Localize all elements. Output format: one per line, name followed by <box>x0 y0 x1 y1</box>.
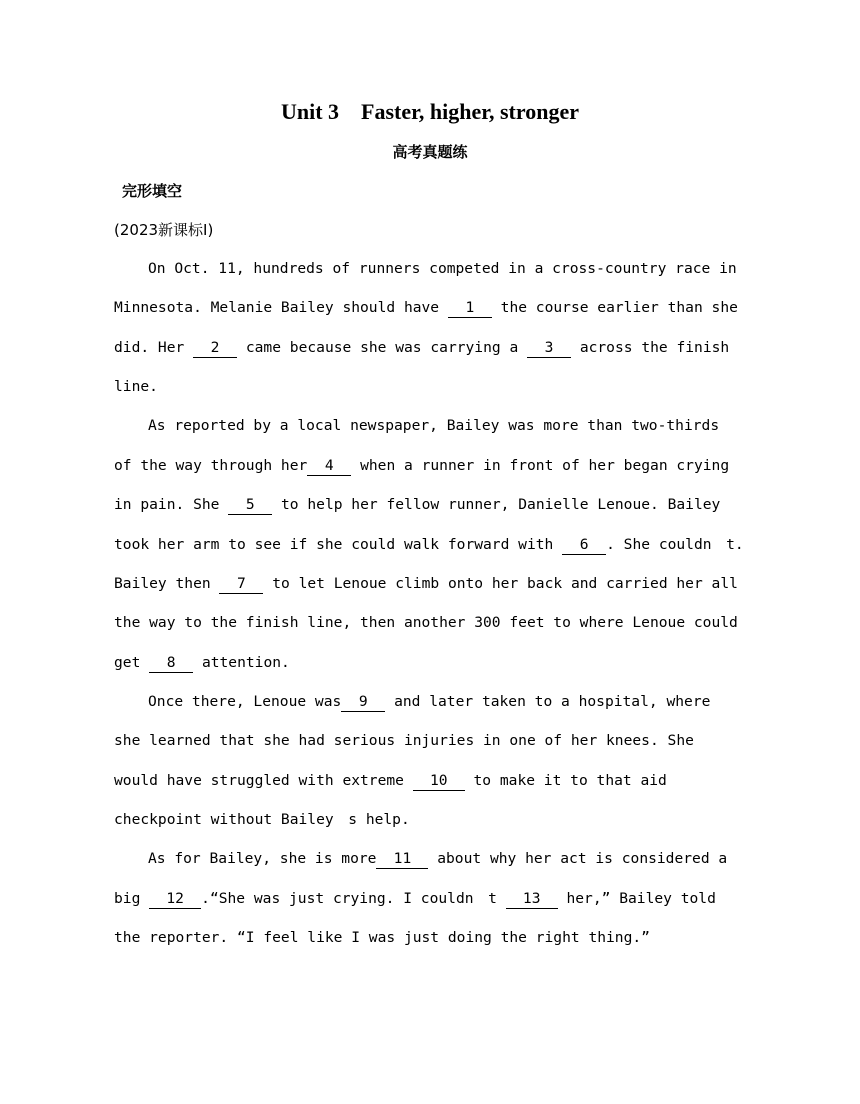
passage-text: . She couldn t. <box>606 536 744 553</box>
passage-text: and later taken to a hospital, where <box>385 693 711 710</box>
passage-text: As for Bailey, she is more <box>148 850 377 867</box>
section-heading: 完形填空 <box>122 182 183 200</box>
passage-text: line. <box>114 378 158 395</box>
blank-1[interactable]: 1 <box>448 299 492 318</box>
blank-8[interactable]: 8 <box>149 654 193 673</box>
passage-text: As reported by a local newspaper, Bailey was more than two-thirds <box>148 417 720 434</box>
exercise-subtitle: 高考真题练 <box>392 143 468 161</box>
passage-text: she learned that she had serious injuries in one of her knees. She <box>114 732 694 749</box>
passage-text: did. Her <box>114 339 194 356</box>
passage-line <box>114 573 738 595</box>
passage-text: get <box>114 654 150 671</box>
unit-title: Unit 3 Faster, higher, stronger <box>280 99 579 124</box>
passage-text: checkpoint without Bailey s help. <box>114 811 410 828</box>
passage-text: of the way through her <box>114 457 308 474</box>
passage-line <box>114 730 694 752</box>
passage-text: the reporter. “I feel like I was just doing the right thing.” <box>114 929 650 946</box>
passage-text: across the finish <box>571 339 730 356</box>
blank-2[interactable]: 2 <box>193 339 237 358</box>
passage-text: to let Lenoue climb onto her back and carried her all <box>263 575 738 592</box>
passage-text: took her arm to see if she could walk forward with <box>114 536 563 553</box>
passage-text: came because she was carrying a <box>237 339 528 356</box>
passage-line <box>148 258 737 280</box>
passage-text: the way to the finish line, then another 300 feet to where Lenoue could <box>114 614 738 631</box>
passage-text: attention. <box>193 654 290 671</box>
passage-line <box>114 770 667 792</box>
passage-text: in pain. She <box>114 496 229 513</box>
passage-text: her,” Bailey told <box>557 890 716 907</box>
passage-text: Minnesota. Melanie Bailey should have <box>114 299 448 316</box>
passage-line <box>114 297 738 319</box>
passage-text: On Oct. 11, hundreds of runners competed in a cross-country race in <box>148 260 737 277</box>
passage-line <box>114 809 410 831</box>
passage-text: to help her fellow runner, Danielle Lenoue. Bailey <box>272 496 721 513</box>
passage-line <box>114 888 716 910</box>
blank-11[interactable]: 11 <box>376 850 428 869</box>
blank-12[interactable]: 12 <box>149 890 201 909</box>
passage-text: Bailey then <box>114 575 220 592</box>
blank-10[interactable]: 10 <box>413 772 465 791</box>
passage-text: the course earlier than she <box>491 299 738 316</box>
blank-4[interactable]: 4 <box>307 457 351 476</box>
passage-line <box>114 376 158 398</box>
passage-text: would have struggled with extreme <box>114 772 413 789</box>
passage-text: .“She was just crying. I couldn t <box>201 890 506 907</box>
passage-line <box>114 927 650 949</box>
passage-text: about why her act is considered a <box>428 850 728 867</box>
passage-line <box>148 691 710 713</box>
blank-13[interactable]: 13 <box>506 890 558 909</box>
passage-text: when a runner in front of her began crying <box>351 457 730 474</box>
blank-6[interactable]: 6 <box>562 536 606 555</box>
passage-line <box>114 337 729 359</box>
passage-line <box>148 415 719 437</box>
blank-5[interactable]: 5 <box>228 496 272 515</box>
passage-line <box>114 612 738 634</box>
passage-line <box>148 848 727 870</box>
passage-text: Once there, Lenoue was <box>148 693 342 710</box>
exam-source: (2023新课标Ⅰ) <box>114 221 214 239</box>
passage-text: to make it to that aid <box>464 772 667 789</box>
passage-text: big <box>114 890 150 907</box>
passage-line <box>114 494 720 516</box>
blank-7[interactable]: 7 <box>219 575 263 594</box>
blank-3[interactable]: 3 <box>527 339 571 358</box>
passage-line <box>114 652 290 674</box>
passage-line <box>114 455 729 477</box>
blank-9[interactable]: 9 <box>341 693 385 712</box>
passage-line <box>114 534 744 556</box>
